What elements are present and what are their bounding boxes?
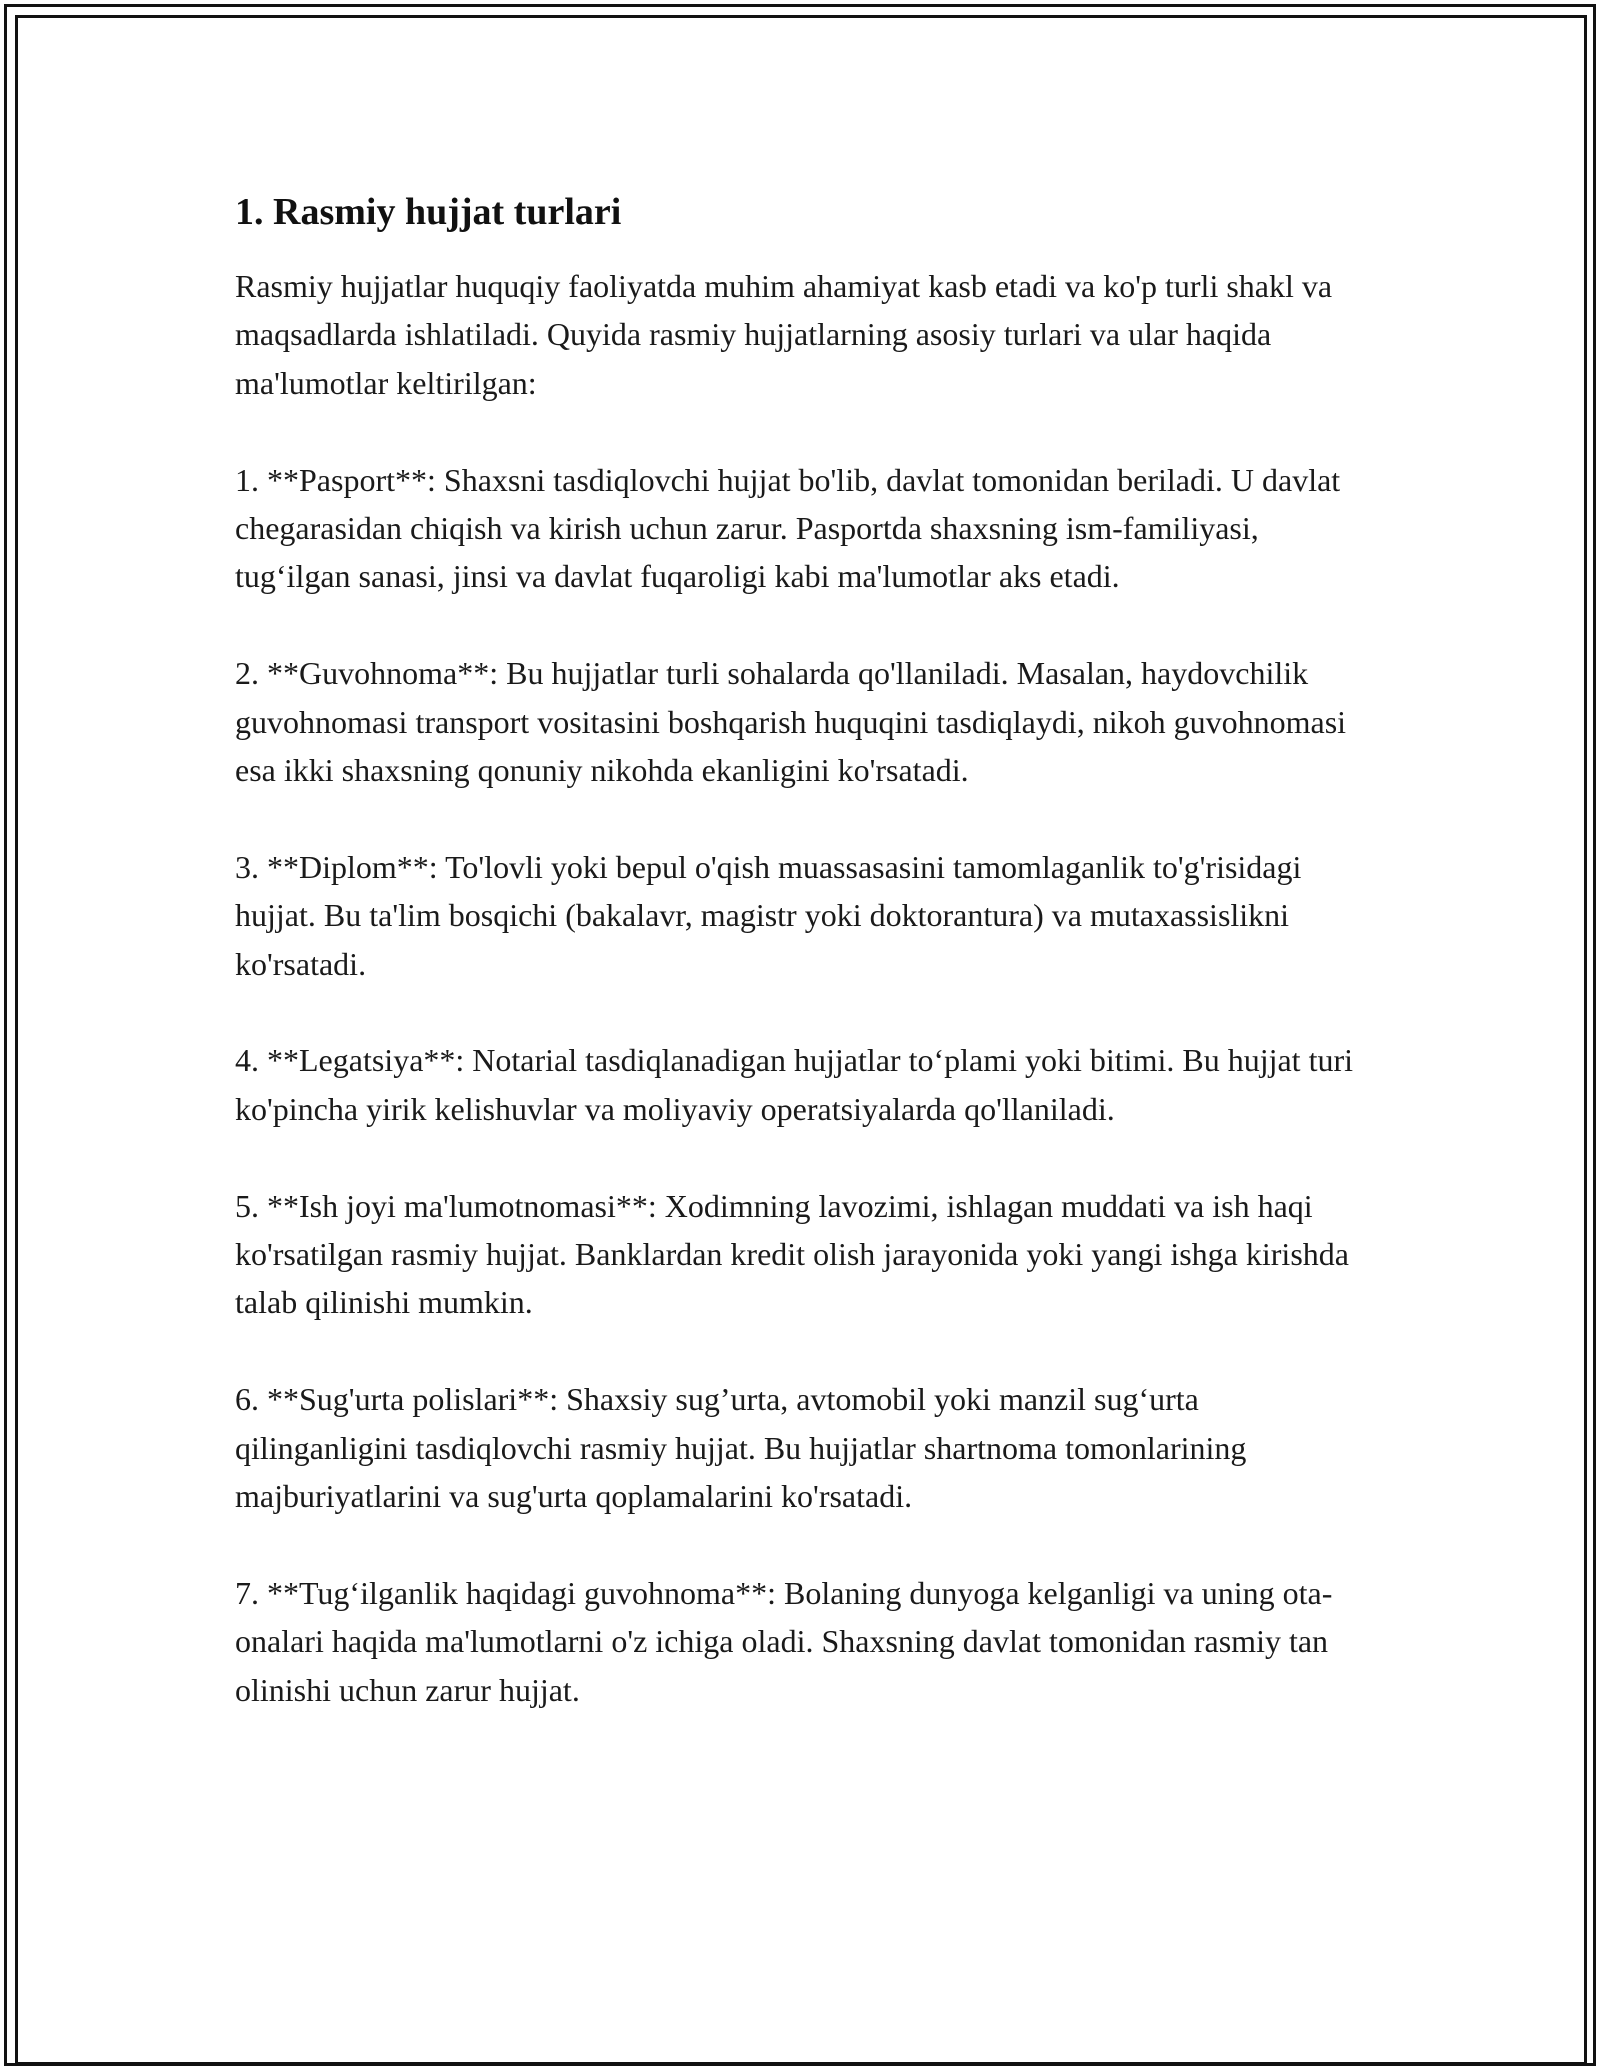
- list-item-pasport: 1. **Pasport**: Shaxsni tasdiqlovchi hujjat bo'lib, davlat tomonidan beriladi. U davlat chegarasidan chiqish va kirish uchun zarur. Pasportda shaxsning ism-familiyasi, tug‘ilgan sanasi, jinsi va davlat fuqaroligi kabi ma'lumotlar aks etadi.: [235, 461, 1341, 595]
- list-item-guvohnoma: 2. **Guvohnoma**: Bu hujjatlar turli sohalarda qo'llaniladi. Masalan, haydovchilik guvohnomasi transport vositasini boshqarish huquqini tasdiqlaydi, nikoh guvohnomasi esa ikki shaxsning qonuniy nikohda ekanligini ko'rsatadi.: [235, 655, 1347, 789]
- list-item-sugurta: 6. **Sug'urta polislari**: Shaxsiy sug’urta, avtomobil yoki manzil sug‘urta qilinganligini tasdiqlovchi rasmiy hujjat. Bu hujjatlar shartnoma tomonlarining majburiyatlarini va sug'urta qoplamalarini ko'rsatadi.: [235, 1381, 1247, 1515]
- section-heading: 1. Rasmiy hujjat turlari: [235, 191, 622, 233]
- list-item-legatsiya: 4. **Legatsiya**: Notarial tasdiqlanadigan hujjatlar to‘plami yoki bitimi. Bu hujjat turi ko'pincha yirik kelishuvlar va moliyaviy operatsiyalarda qo'llaniladi.: [235, 1042, 1353, 1127]
- list-item-tugilganlik: 7. **Tug‘ilganlik haqidagi guvohnoma**: Bolaning dunyoga kelganligi va uning ota-onalari haqida ma'lumotlarni o'z ichiga oladi. Shaxsning davlat tomonidan rasmiy tan olinishi uchun zarur hujjat.: [235, 1574, 1333, 1708]
- document-body: [235, 188, 1375, 1762]
- list-item-ish-joyi: 5. **Ish joyi ma'lumotnomasi**: Xodimning lavozimi, ishlagan muddati va ish haqi ko'rsatilgan rasmiy hujjat. Banklardan kredit olish jarayonida yoki yangi ishga kirishda talab qilinishi mumkin.: [235, 1187, 1349, 1321]
- intro-paragraph: Rasmiy hujjatlar huquqiy faoliyatda muhim ahamiyat kasb etadi va ko'p turli shakl va maqsadlarda ishlatiladi. Quyida rasmiy hujjatlarning asosiy turlari va ular haqida ma'lumotlar keltirilgan:: [235, 268, 1333, 401]
- list-item-diplom: 3. **Diplom**: To'lovli yoki bepul o'qish muassasasini tamomlaganlik to'g'risidagi hujjat. Bu ta'lim bosqichi (bakalavr, magistr yoki doktorantura) va mutaxassislikni ko'rsatadi.: [235, 848, 1302, 982]
